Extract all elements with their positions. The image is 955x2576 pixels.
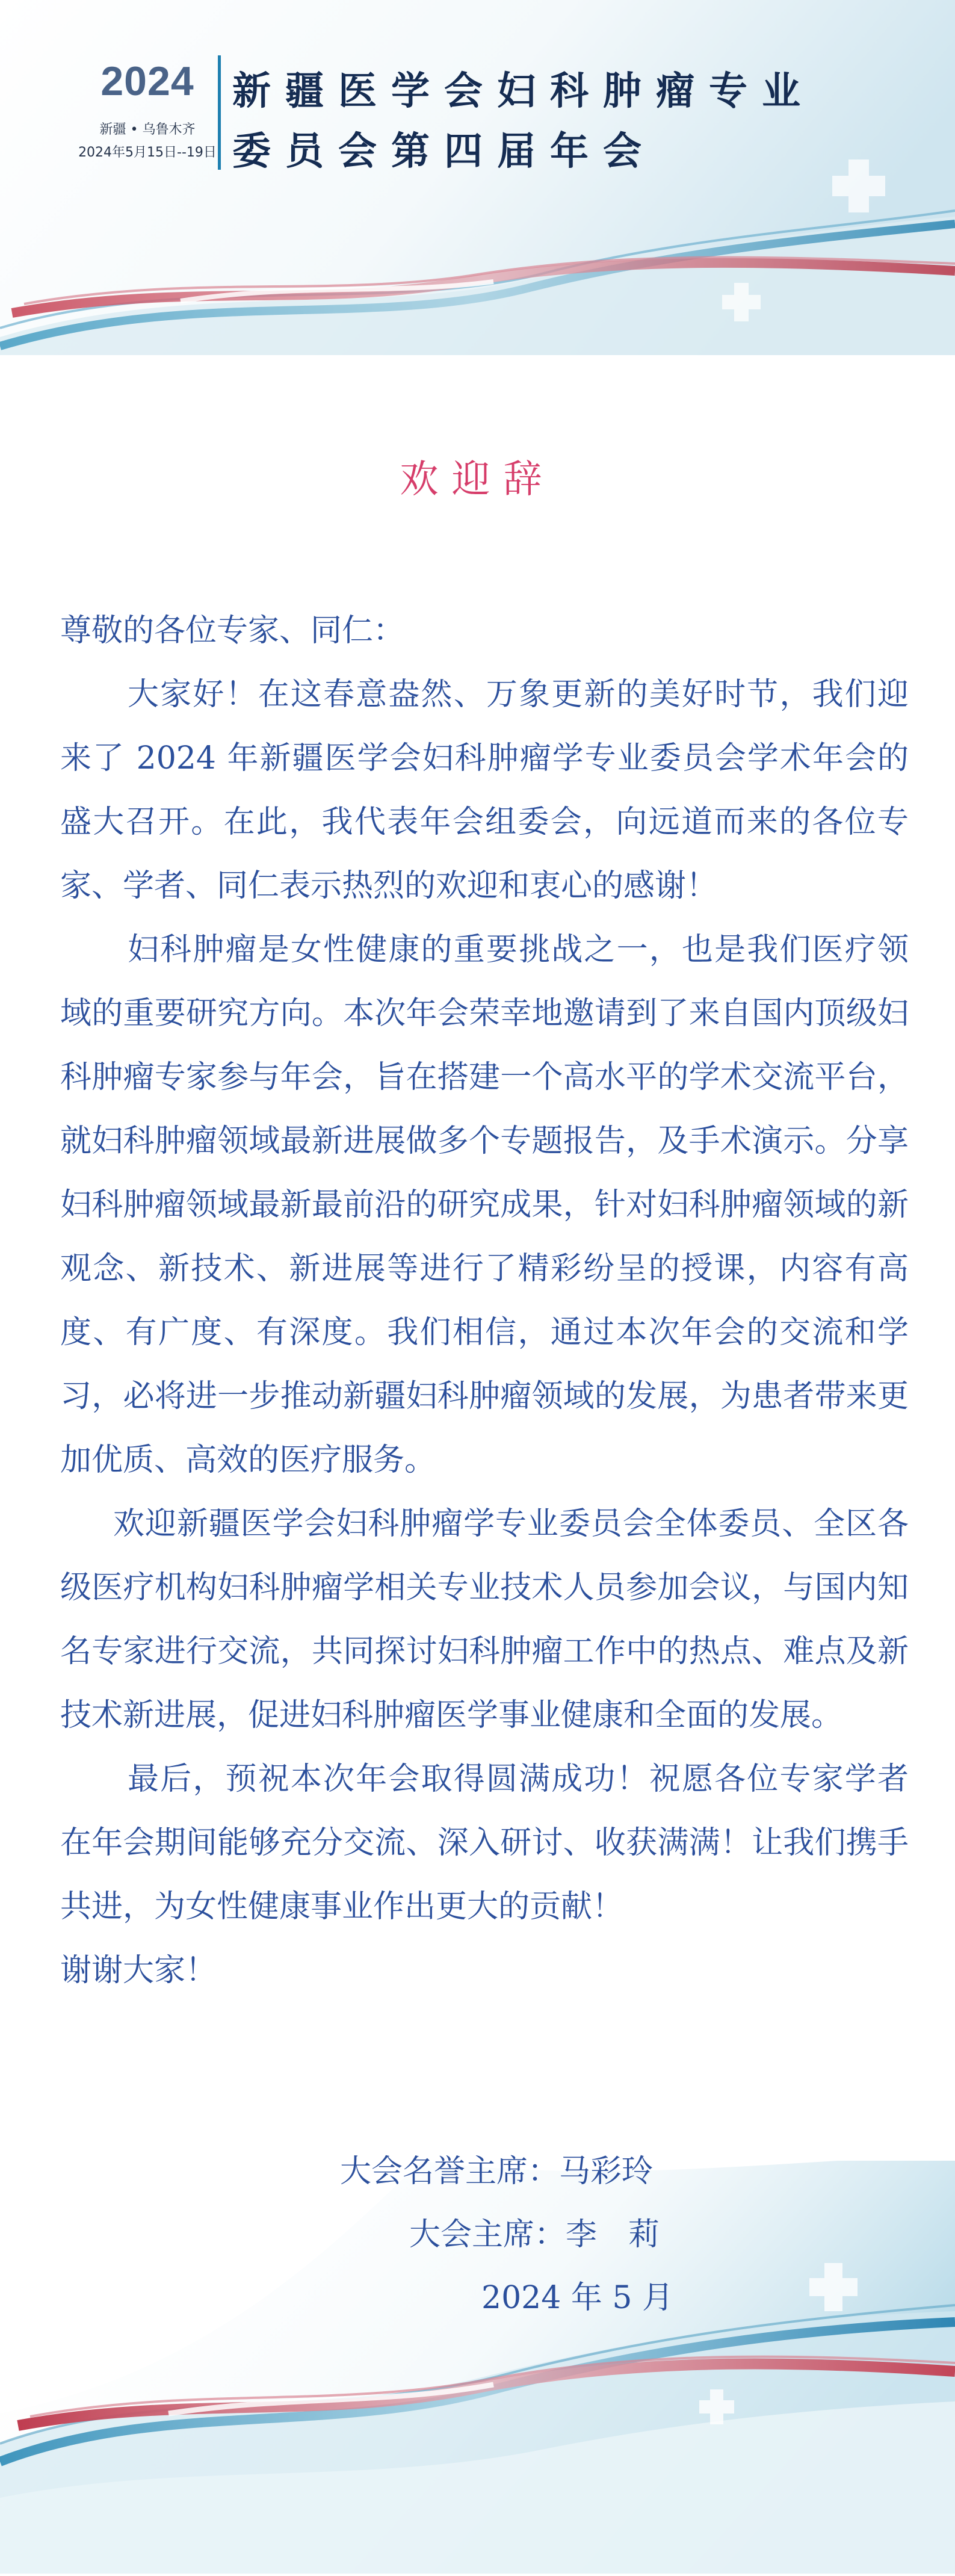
header-wave-decoration: [0, 0, 955, 355]
event-dates: 2024年5月15日--19日: [78, 145, 217, 160]
event-location: 新疆 • 乌鲁木齐: [99, 122, 196, 137]
event-title-line-2: 委员会第四届年会: [232, 129, 656, 174]
letter-heading: 欢迎辞: [400, 457, 555, 502]
letter-salutation: 尊敬的各位专家、同仁：: [60, 613, 405, 649]
honorary-chair-signature: 大会名誉主席：马彩玲: [340, 2153, 654, 2190]
letter-closing: 谢谢大家！: [60, 1952, 217, 1989]
header-divider: [218, 55, 221, 170]
letter-paragraph: 妇科肿瘤是女性健康的重要挑战之一，也是我们医疗领域的重要研究方向。本次年会荣幸地邀请到了来自国内顶级妇科肿瘤专家参与年会，旨在搭建一个高水平的学术交流平台，就妇科肿瘤领域最新进展做多个专题报告，及手术演示。分享妇科肿瘤领域最新最前沿的研究成果，针对妇科肿瘤领域的新观念、新技术、新进展等进行了精彩纷呈的授课，内容有高度、有广度、有深度。我们相信，通过本次年会的交流和学习，必将进一步推动新疆妇科肿瘤领域的发展，为患者带来更加优质、高效的医疗服务。: [60, 932, 909, 1478]
letter-paragraph: 欢迎新疆医学会妇科肿瘤学专业委员会全体委员、全区各级医疗机构妇科肿瘤学相关专业技术人员参加会议，与国内知名专家进行交流，共同探讨妇科肿瘤工作中的热点、难点及新技术新进展，促进妇科肿瘤医学事业健康和全面的发展。: [60, 1506, 909, 1733]
event-title-line-1: 新疆医学会妇科肿瘤专业: [232, 69, 815, 114]
event-year: 2024: [100, 58, 194, 104]
letter-paragraph: 大家好！在这春意盎然、万象更新的美好时节，我们迎来了 2024 年新疆医学会妇科肿瘤学专业委员会学术年会的盛大召开。在此，我代表年会组委会，向远道而来的各位专家、学者、同仁表示热烈的欢迎和衷心的感谢！: [60, 677, 909, 904]
chair-signature: 大会主席：李 莉: [409, 2217, 660, 2253]
letter-paragraph: 最后，预祝本次年会取得圆满成功！祝愿各位专家学者在年会期间能够充分交流、深入研讨、收获满满！让我们携手共进，为女性健康事业作出更大的贡献！: [60, 1761, 909, 1925]
letter-date: 2024 年 5 月: [481, 2280, 674, 2316]
letter-body: [60, 599, 909, 2002]
header-banner: [0, 0, 955, 355]
